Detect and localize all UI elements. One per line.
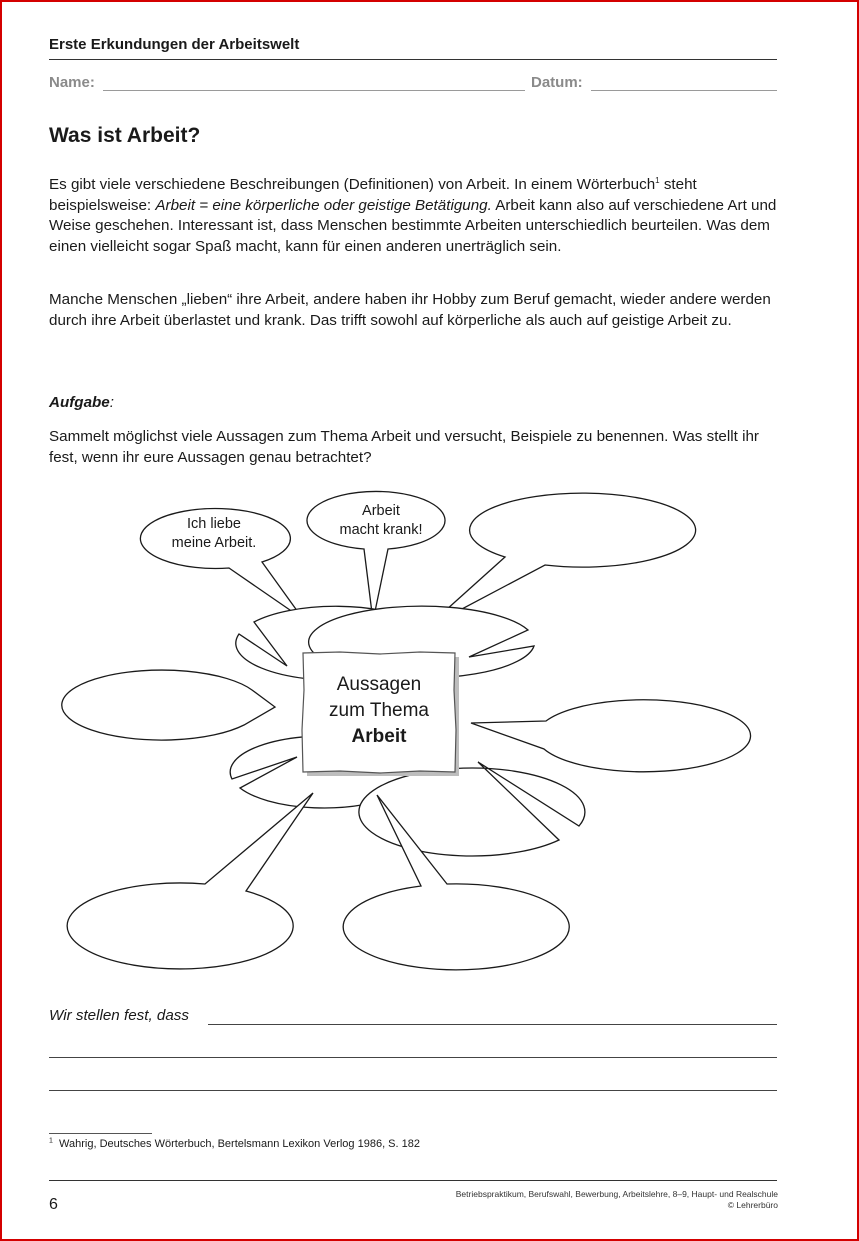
task-label: Aufgabe: (49, 394, 114, 411)
date-label: Datum: (531, 74, 583, 91)
definition-text: Arbeit = eine körperliche oder geistige Betätigung. (155, 196, 492, 214)
speech-bubble-empty-left-2[interactable] (62, 670, 275, 740)
conclusion-answer-line-2[interactable] (49, 1057, 777, 1058)
footer-divider (49, 1180, 777, 1181)
intro-paragraph-1: Es gibt viele verschiedene Beschreibungen (Definitionen) von Arbeit. In einem Wörterbuch$^1$ steht beispielsweise: Arbeit = eine körperliche oder geistige Betätigung. Arbeit kann also auf verschiedene Art und Weise geschehen. Interessant ist, dass Menschen bestimmte Arbeiten unterschiedlich beurteilen. Was dem einen vielleicht sogar Spaß macht, kann für einen anderen unerträglich sein. (49, 175, 777, 255)
central-topic-text: Aussagen zum Thema Arbeit (303, 672, 455, 750)
central-topic-keyword: Arbeit (351, 726, 407, 747)
speech-bubble-empty-top-right[interactable] (426, 493, 696, 628)
date-field-line[interactable] (591, 90, 777, 91)
speech-bubble-empty-right-2[interactable] (471, 700, 751, 772)
name-label: Name: (49, 74, 95, 91)
intro-paragraph-2: Manche Menschen „lieben“ ihre Arbeit, andere haben ihr Hobby zum Beruf gemacht, wieder andere werden durch ihre Arbeit überlastet und krank. Das trifft sowohl auf körperliche als auch auf geistige Arbeit zu. (49, 291, 771, 329)
conclusion-prompt: Wir stellen fest, dass (49, 1007, 189, 1024)
page-title: Was ist Arbeit? (49, 124, 201, 147)
footnote: $^1$ Wahrig, Deutsches Wörterbuch, Bertelsmann Lexikon Verlog 1986, S. 182 (49, 1137, 420, 1150)
speech-bubble-empty-bottom-left[interactable] (67, 793, 313, 969)
header-divider (49, 59, 777, 60)
bubble-text-love-work: Ich liebe meine Arbeit. (171, 516, 257, 551)
task-text: Sammelt möglichst viele Aussagen zum Thema Arbeit und versucht, Beispiele zu benennen. Was stellt ihr fest, wenn ihr eure Aussagen genau betrachtet? (49, 428, 759, 466)
worksheet-series-title: Erste Erkundungen der Arbeitswelt (49, 36, 300, 53)
name-field-line[interactable] (103, 90, 525, 91)
footnote-marker: 1 (655, 175, 660, 185)
footnote-divider (49, 1133, 152, 1134)
conclusion-answer-line-1[interactable] (208, 1024, 777, 1025)
page-number: 6 (49, 1196, 58, 1213)
bubble-text-makes-sick: Arbeit macht krank! (339, 503, 423, 538)
footer-credit: Betriebspraktikum, Berufswahl, Bewerbung, Arbeitslehre, 8–9, Haupt- und Realschule © Lehrerbüro (455, 1189, 778, 1210)
conclusion-answer-line-3[interactable] (49, 1090, 777, 1091)
